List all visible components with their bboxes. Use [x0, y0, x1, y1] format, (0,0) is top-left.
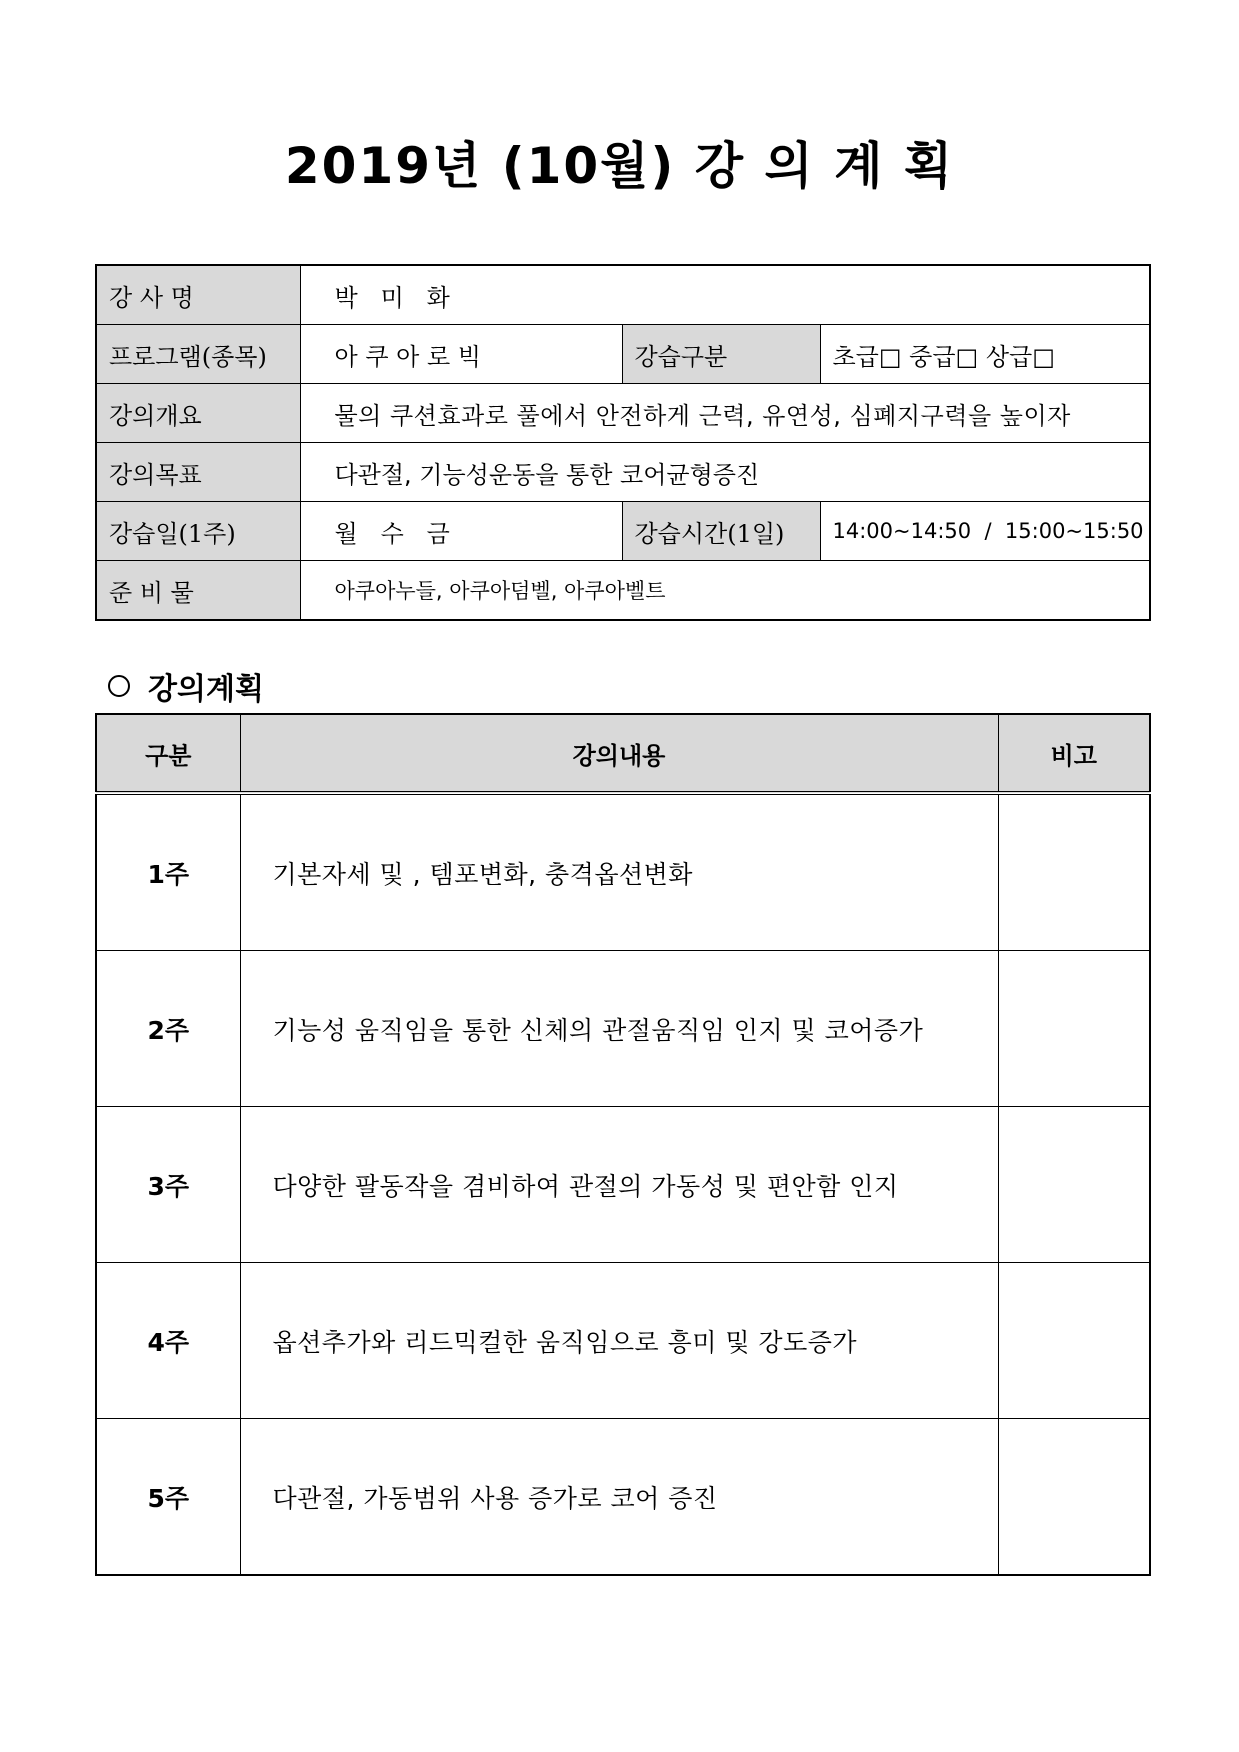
info-row-supplies [96, 561, 1150, 621]
program-label: 프로그램(종목) [96, 325, 300, 384]
week-cell: 2주 [96, 951, 240, 1107]
table-row [96, 951, 1150, 1107]
info-row-overview [96, 384, 1150, 443]
info-row-goal [96, 443, 1150, 502]
week-cell: 3주 [96, 1107, 240, 1263]
goal-label: 강의목표 [96, 443, 300, 502]
content-cell: 다양한 팔동작을 겸비하여 관절의 가동성 및 편안함 인지 [240, 1107, 998, 1263]
note-cell [998, 1107, 1150, 1263]
table-row [96, 1419, 1150, 1576]
note-cell [998, 1263, 1150, 1419]
note-cell [998, 793, 1150, 951]
content-cell: 옵션추가와 리드믹컬한 움직임으로 흥미 및 강도증가 [240, 1263, 998, 1419]
week-cell: 5주 [96, 1419, 240, 1576]
instructor-value: 박 미 화 [300, 265, 1150, 325]
info-row-instructor [96, 265, 1150, 325]
supplies-value: 아쿠아누들, 아쿠아덤벨, 아쿠아벨트 [300, 561, 1150, 621]
table-row [96, 1107, 1150, 1263]
days-label: 강습일(1주) [96, 502, 300, 561]
plan-table [95, 713, 1151, 1576]
circle-bullet-icon [108, 675, 130, 697]
section-title [108, 668, 264, 712]
days-value: 월 수 금 [300, 502, 622, 561]
program-value: 아 쿠 아 로 빅 [300, 325, 622, 384]
instructor-label: 강 사 명 [96, 265, 300, 325]
info-row-program [96, 325, 1150, 384]
supplies-label: 준 비 물 [96, 561, 300, 621]
week-cell: 1주 [96, 793, 240, 951]
page-title: 2019년 (10월) 강 의 계 획 [284, 137, 955, 195]
header-note: 비고 [998, 714, 1150, 793]
table-row [96, 1263, 1150, 1419]
time-value: 14:00~14:50 / 15:00~15:50 [820, 502, 1150, 561]
plan-header-row [96, 714, 1150, 793]
table-row [96, 793, 1150, 951]
info-row-days [96, 502, 1150, 561]
note-cell [998, 1419, 1150, 1576]
overview-value: 물의 쿠션효과로 풀에서 안전하게 근력, 유연성, 심폐지구력을 높이자 [300, 384, 1150, 443]
goal-value: 다관절, 기능성운동을 통한 코어균형증진 [300, 443, 1150, 502]
week-cell: 4주 [96, 1263, 240, 1419]
header-week: 구분 [96, 714, 240, 793]
level-value: 초급□ 중급□ 상급□ [820, 325, 1150, 384]
level-label: 강습구분 [622, 325, 820, 384]
note-cell [998, 951, 1150, 1107]
section-title-text: 강의계획 [148, 672, 264, 707]
info-table [95, 264, 1151, 621]
content-cell: 기본자세 및 , 템포변화, 충격옵션변화 [240, 793, 998, 951]
header-content: 강의내용 [240, 714, 998, 793]
content-cell: 다관절, 가동범위 사용 증가로 코어 증진 [240, 1419, 998, 1576]
time-label: 강습시간(1일) [622, 502, 820, 561]
content-cell: 기능성 움직임을 통한 신체의 관절움직임 인지 및 코어증가 [240, 951, 998, 1107]
overview-label: 강의개요 [96, 384, 300, 443]
